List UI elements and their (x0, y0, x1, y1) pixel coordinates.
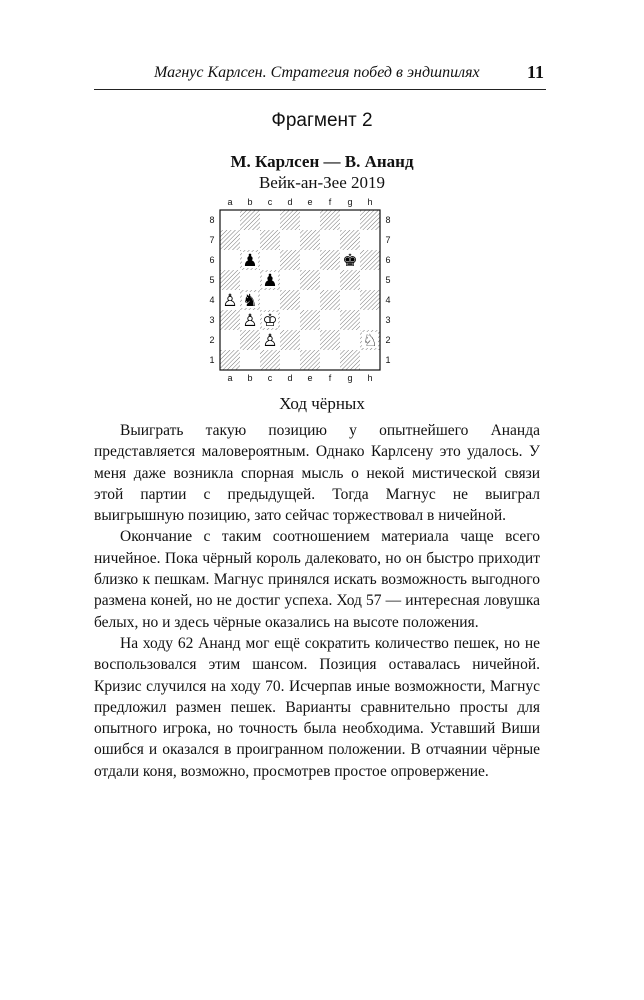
rank-label-right: 2 (385, 335, 391, 345)
square-a6 (220, 250, 240, 270)
square-d7 (280, 230, 300, 250)
file-label-top: a (227, 197, 233, 207)
square-b5 (240, 270, 260, 290)
black-pawn-c5: ♟ (262, 271, 278, 291)
rank-label-right: 5 (385, 275, 391, 285)
white-king-c3: ♔ (262, 311, 278, 331)
file-label-bottom: d (287, 373, 293, 383)
black-pawn-b6: ♟ (242, 251, 258, 271)
square-h3 (360, 310, 380, 330)
square-h5 (360, 270, 380, 290)
black-knight-b4: ♞ (242, 291, 258, 311)
square-h1 (360, 350, 380, 370)
square-c4 (260, 290, 280, 310)
white-pawn-b3: ♙ (242, 311, 258, 331)
rank-label-left: 2 (209, 335, 215, 345)
chess-diagram (200, 193, 420, 388)
rank-label-left: 5 (209, 275, 215, 285)
square-e2 (300, 330, 320, 350)
square-b7 (240, 230, 260, 250)
square-a8 (220, 210, 240, 230)
square-f5 (320, 270, 340, 290)
rank-label-right: 8 (385, 215, 391, 225)
rank-label-left: 4 (209, 295, 215, 305)
white-knight-h2: ♘ (362, 331, 378, 351)
rank-label-left: 6 (209, 255, 215, 265)
square-f1 (320, 350, 340, 370)
rank-label-left: 3 (209, 315, 215, 325)
square-e4 (300, 290, 320, 310)
square-b1 (240, 350, 260, 370)
file-label-top: b (247, 197, 253, 207)
square-a1 (220, 350, 240, 370)
square-g7 (340, 230, 360, 250)
square-f8 (320, 210, 340, 230)
rank-label-right: 6 (385, 255, 391, 265)
square-d2 (280, 330, 300, 350)
body-text (94, 420, 540, 782)
rank-label-right: 1 (385, 355, 391, 365)
square-h6 (360, 250, 380, 270)
fragment-title: Фрагмент 2 (271, 110, 373, 131)
square-e8 (300, 210, 320, 230)
square-a5 (220, 270, 240, 290)
white-pawn-c2: ♙ (262, 331, 278, 351)
file-label-bottom: b (247, 373, 253, 383)
paragraph-1: Выиграть такую позицию у опытнейшего Ананда представляется маловероятным. Однако Карлсену это удалось. У меня даже возникла спорная мысль о некой мистической связи этой партии с предыдущей. Тогда Магнус не выиграл выигрышную позицию, зато сейчас торжествовал в ничейной. (94, 422, 540, 525)
square-e6 (300, 250, 320, 270)
square-e1 (300, 350, 320, 370)
rank-label-right: 7 (385, 235, 391, 245)
game-players: М. Карлсен — В. Ананд (230, 152, 414, 171)
square-f2 (320, 330, 340, 350)
paragraph-2: Окончание с таким соотношением материала чаще всего ничейное. Пока чёрный король далековато, но он быстро приходит близко к пешкам. Магнус принялся искать возможность выгодного размена коней, но не достиг успеха. Ход 57 — интересная ловушка белых, но и здесь чёрные оказались на высоте положения. (94, 528, 540, 631)
file-label-top: d (287, 197, 293, 207)
diagram-caption: Ход чёрных (279, 394, 365, 413)
square-c8 (260, 210, 280, 230)
rank-label-right: 3 (385, 315, 391, 325)
file-label-bottom: h (367, 373, 373, 383)
file-label-top: g (347, 197, 353, 207)
square-e5 (300, 270, 320, 290)
white-pawn-a4: ♙ (222, 291, 238, 311)
square-g3 (340, 310, 360, 330)
game-event: Вейк-ан-Зее 2019 (258, 173, 386, 192)
file-label-bottom: c (267, 373, 273, 383)
rank-label-left: 8 (209, 215, 215, 225)
square-g8 (340, 210, 360, 230)
square-d1 (280, 350, 300, 370)
square-h8 (360, 210, 380, 230)
header-rule (94, 89, 546, 90)
square-c6 (260, 250, 280, 270)
square-g5 (340, 270, 360, 290)
square-h7 (360, 230, 380, 250)
square-a2 (220, 330, 240, 350)
book-title: Магнус Карлсен. Стратегия побед в эндшпилях (154, 64, 480, 81)
square-d3 (280, 310, 300, 330)
square-e7 (300, 230, 320, 250)
square-g1 (340, 350, 360, 370)
square-e3 (300, 310, 320, 330)
square-f7 (320, 230, 340, 250)
square-d4 (280, 290, 300, 310)
square-h4 (360, 290, 380, 310)
rank-label-left: 7 (209, 235, 215, 245)
square-d6 (280, 250, 300, 270)
running-header (94, 60, 546, 90)
square-d8 (280, 210, 300, 230)
square-g4 (340, 290, 360, 310)
square-g2 (340, 330, 360, 350)
rank-label-right: 4 (385, 295, 391, 305)
rank-label-left: 1 (209, 355, 215, 365)
file-label-top: h (367, 197, 373, 207)
square-a3 (220, 310, 240, 330)
square-f3 (320, 310, 340, 330)
square-b8 (240, 210, 260, 230)
file-label-bottom: f (328, 373, 332, 383)
square-f4 (320, 290, 340, 310)
file-label-bottom: e (307, 373, 313, 383)
square-f6 (320, 250, 340, 270)
square-c7 (260, 230, 280, 250)
file-label-bottom: a (227, 373, 233, 383)
file-label-top: e (307, 197, 313, 207)
square-c1 (260, 350, 280, 370)
paragraph-3: На ходу 62 Ананд мог ещё сократить количество пешек, но не воспользовался этим шансом. Позиция оставалась ничейной. Кризис случился на ходу 70. Исчерпав иные возможности, Магнус предложил размен пешек. Варианты сравнительно просты для опытного игрока, но точность была необходима. Уставший Виши ошибся и оказался в проигранном положении. В отчаянии чёрные отдали коня, возможно, просмотрев простое опровержение. (94, 634, 540, 780)
page-number: 11 (526, 62, 544, 82)
black-king-g6: ♚ (342, 251, 358, 271)
file-label-bottom: g (347, 373, 353, 383)
file-label-top: c (267, 197, 273, 207)
square-b2 (240, 330, 260, 350)
file-label-top: f (328, 197, 332, 207)
square-a7 (220, 230, 240, 250)
square-d5 (280, 270, 300, 290)
